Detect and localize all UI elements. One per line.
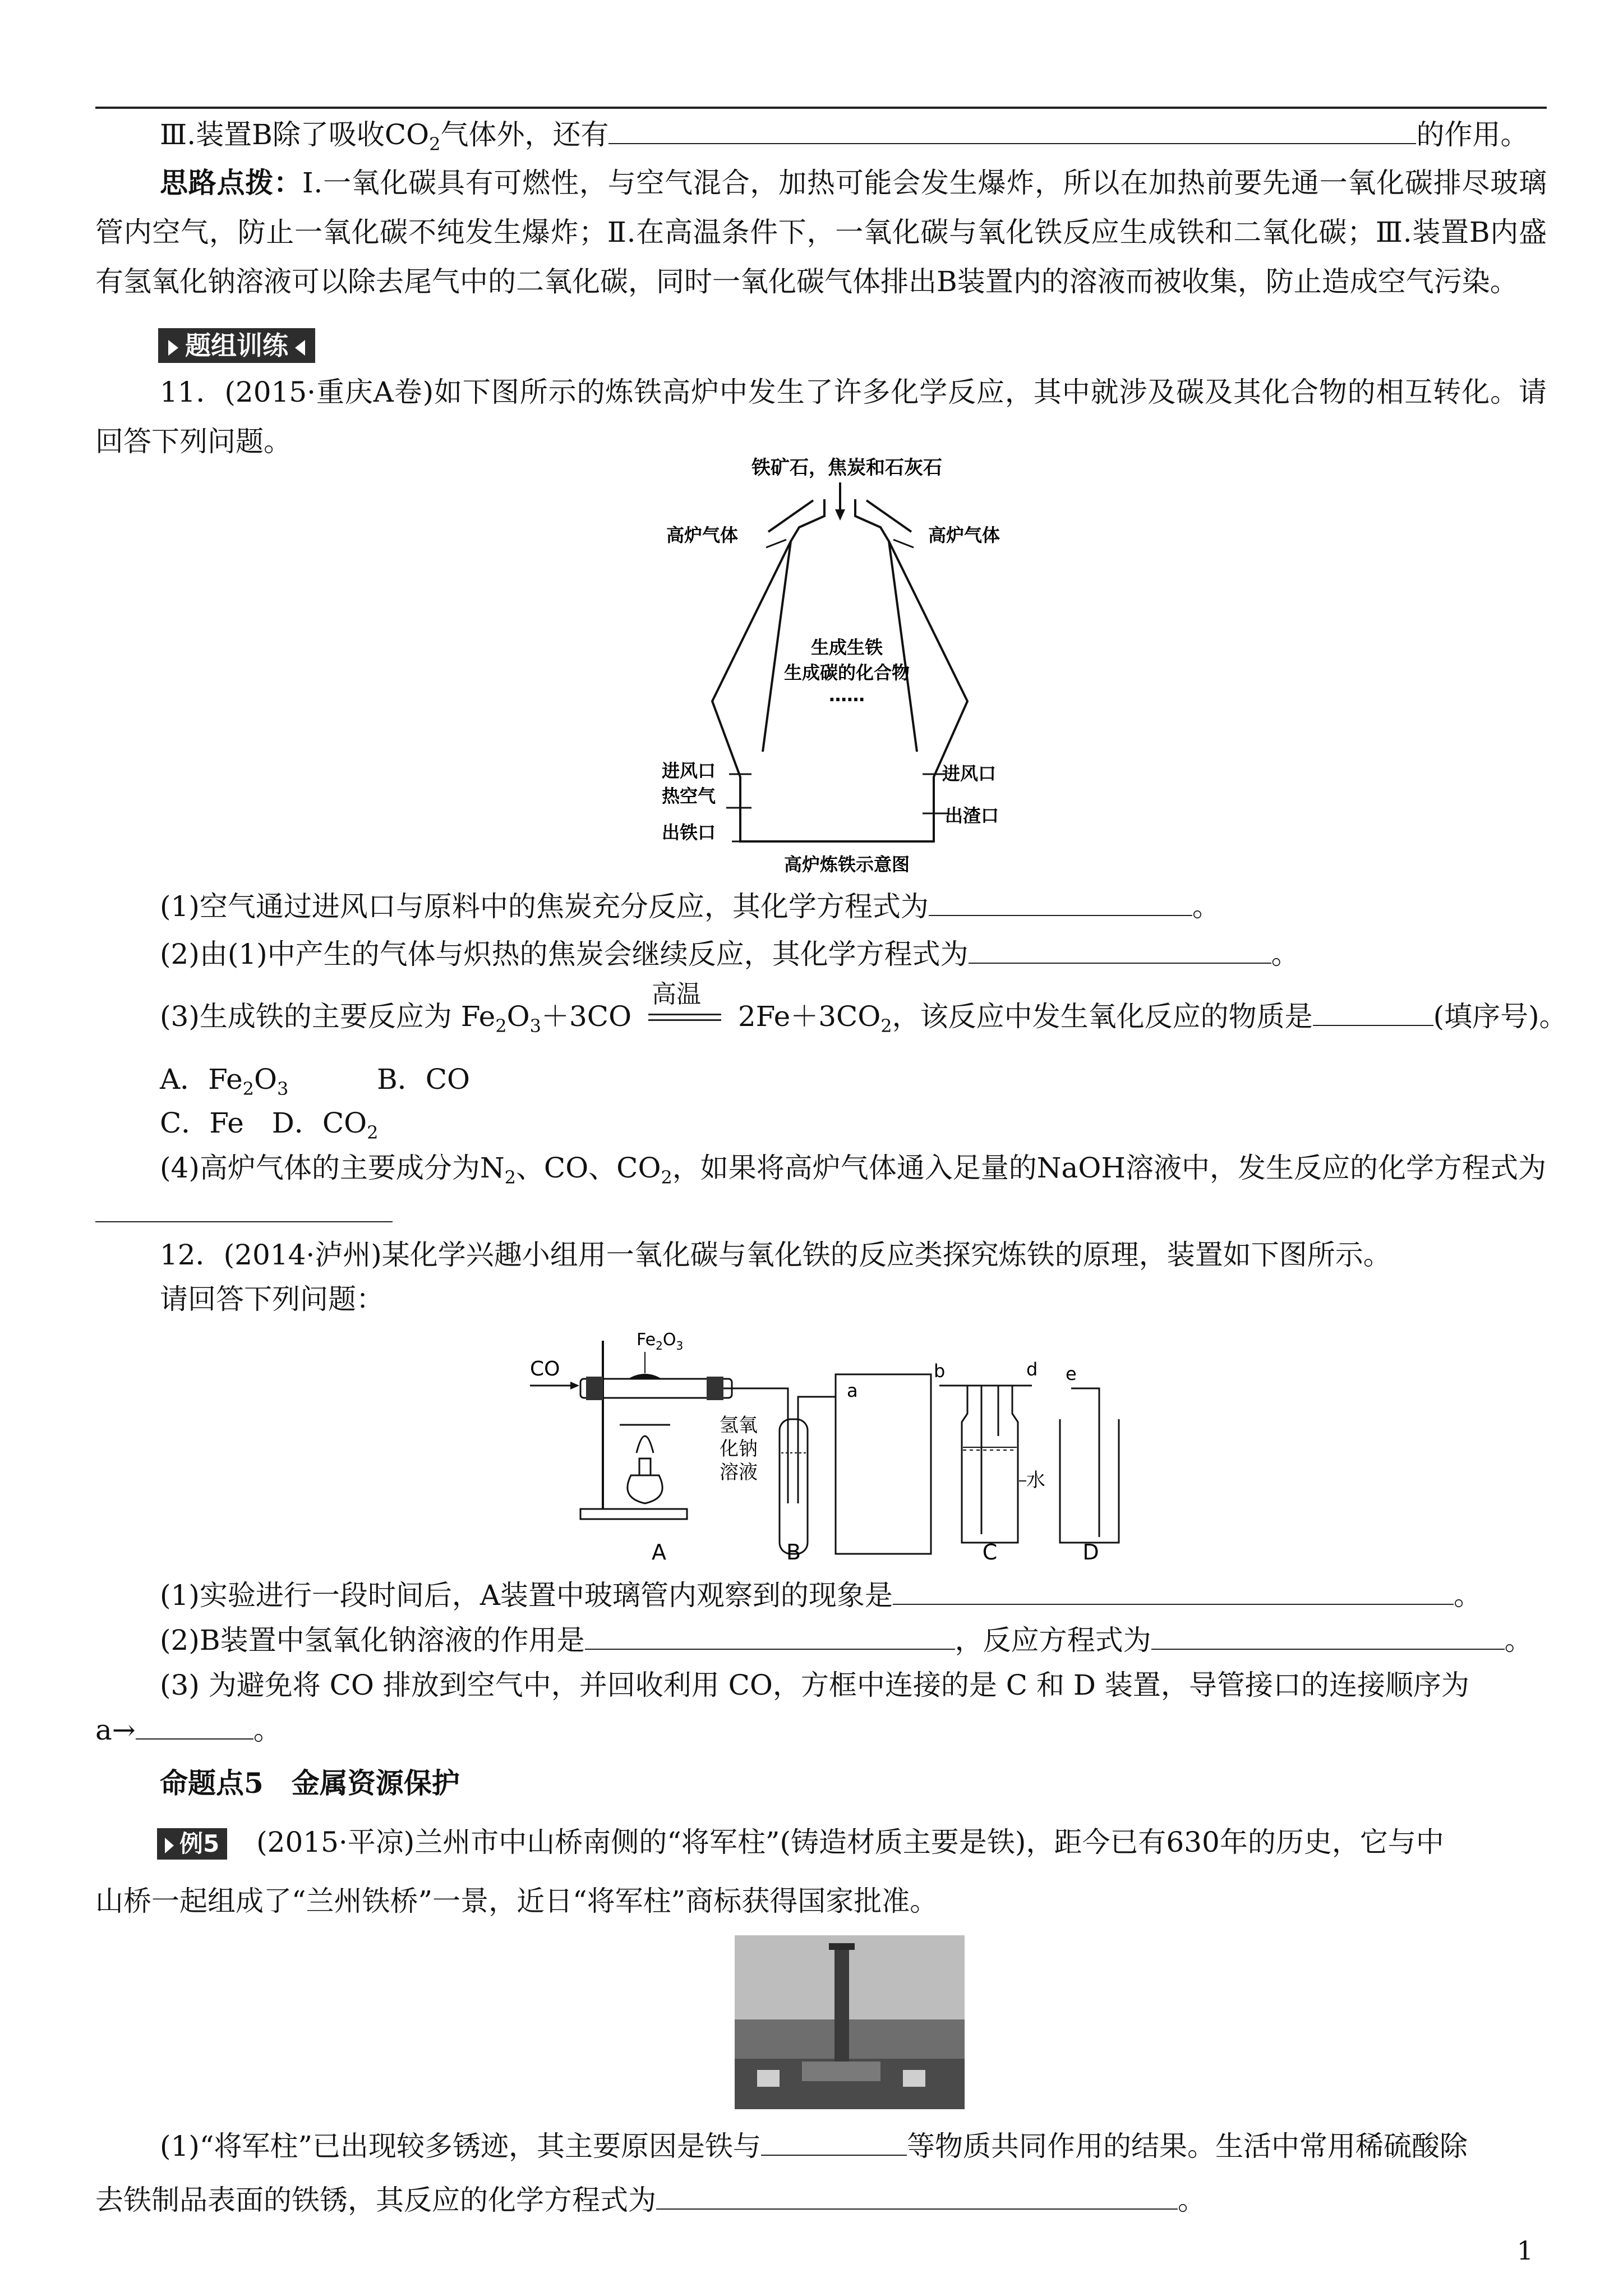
- answer-blank[interactable]: [761, 2130, 907, 2156]
- label-inlet-left: 进风口: [662, 760, 716, 781]
- label-fe2o3: $Fe_2O_3$: [637, 1330, 684, 1352]
- play-icon: [165, 1838, 174, 1853]
- label-center3: ……: [829, 684, 865, 706]
- answer-blank[interactable]: [608, 118, 1416, 144]
- label-naoh3: 溶液: [720, 1461, 758, 1484]
- q12-part3: (3) 为避免将 CO 排放到空气中，并回收利用 CO，方框中连接的是 C 和 D 装置，导管接口的连接顺序为: [160, 1669, 1469, 1701]
- label-C: C: [982, 1540, 998, 1565]
- play-icon: [168, 340, 178, 356]
- q11-opt-a: A．$Fe_2O_3$: [160, 1063, 289, 1099]
- ex5-line2: 山桥一起组成了“兰州铁桥”一景，近日“将军柱”商标获得国家批准。: [95, 1885, 938, 1917]
- label-a: a: [847, 1380, 858, 1401]
- section-tag: 题组训练: [158, 325, 315, 365]
- q-prev-line3: Ⅲ.装置B除了吸收$CO_2$气体外，还有 的作用。: [160, 118, 1529, 155]
- label-d: d: [1026, 1359, 1038, 1380]
- ex5-q1: (1)“将军柱”已出现较多锈迹，其主要原因是铁与 等物质共同作用的结果。生活中常用稀硫酸除: [160, 2130, 1468, 2162]
- label-top: 铁矿石，焦炭和石灰石: [751, 457, 942, 479]
- q11-part3: (3)生成铁的主要反应为 $Fe_2O_3+3CO$ 高温 $2Fe+3CO_2$，该反应中发生氧化反应的物质是 (填序号)。: [160, 980, 1567, 1037]
- apparatus-diagram: [524, 1324, 1158, 1571]
- pillar-photo: [735, 1935, 965, 2109]
- label-inlet-right: 进风口: [942, 763, 997, 784]
- label-A: A: [652, 1540, 666, 1565]
- label-naoh1: 氢氧: [720, 1414, 758, 1437]
- q11-part2: (2)由(1)中产生的气体与炽热的焦炭会继续反应，其化学方程式为 。: [160, 938, 1299, 970]
- label-slag-out: 出渣口: [945, 805, 999, 826]
- q12-stem1: 12．(2014·泸州)某化学兴趣小组用一氧化碳与氧化铁的反应类探究炼铁的原理，装置如下图所示。: [160, 1239, 1391, 1271]
- ex5-line1: 例5 (2015·平凉)兰州市中山桥南侧的“将军柱”(铸造材质主要是铁)，距今已有630年的历史，它与中: [157, 1818, 1444, 1867]
- answer-blank[interactable]: [585, 1624, 955, 1650]
- answer-blank[interactable]: [929, 890, 1192, 916]
- q12-part1: (1)实验进行一段时间后，A装置中玻璃管内观察到的现象是 。: [160, 1579, 1482, 1612]
- answer-blank[interactable]: [95, 1197, 393, 1222]
- label-co: CO: [530, 1358, 560, 1381]
- label-B: B: [786, 1540, 801, 1565]
- label-D: D: [1082, 1540, 1099, 1565]
- label-center1: 生成生铁: [810, 637, 883, 658]
- ex5-q1-cont: 去铁制品表面的铁锈，其反应的化学方程式为 。: [95, 2184, 1206, 2216]
- label-water: 水: [1026, 1469, 1045, 1492]
- q11-part1: (1)空气通过进风口与原料中的焦炭充分反应，其化学方程式为 。: [160, 890, 1220, 923]
- q12-part2: (2)B装置中氢氧化钠溶液的作用是 ，反应方程式为 。: [160, 1624, 1533, 1657]
- answer-blank[interactable]: [1313, 1000, 1433, 1026]
- hint-paragraph: 思路点拨：Ⅰ.一氧化碳具有可燃性，与空气混合，加热可能会发生爆炸，所以在加热前要先通一氧化碳排尽玻璃管内空气，防止一氧化碳不纯发生爆炸；Ⅱ.在高温条件下，一氧化碳与氧化铁反应生成铁和二氧化碳；Ⅲ.装置B内盛有氢氧化钠溶液可以除去尾气中的二氧化碳，同时一氧化碳气体排出B装置内的溶液而被收集，防止造成空气污染。: [95, 166, 1547, 298]
- blast-furnace-diagram: [662, 449, 1032, 881]
- label-naoh2: 化钠: [720, 1438, 758, 1460]
- q11-part4: (4)高炉气体的主要成分为$N_2$、CO、$CO_2$，如果将高炉气体通入足量的NaOH溶液中，发生反应的化学方程式为: [160, 1152, 1546, 1188]
- q12-stem2: 请回答下列问题：: [160, 1283, 384, 1315]
- back-icon: [295, 340, 305, 356]
- point5-heading: 命题点5 金属资源保护: [160, 1766, 460, 1800]
- label-e: e: [1066, 1363, 1077, 1384]
- empty-box: [836, 1374, 931, 1554]
- answer-blank[interactable]: [969, 938, 1271, 964]
- answer-blank[interactable]: [656, 2184, 1178, 2210]
- answer-blank[interactable]: [136, 1714, 253, 1740]
- diagram-caption: 高炉炼铁示意图: [783, 854, 910, 875]
- top-rule: [95, 107, 1547, 109]
- q11-opt-b: B．CO: [377, 1063, 470, 1096]
- label-gas-left: 高炉气体: [666, 524, 739, 546]
- answer-blank[interactable]: [1151, 1624, 1505, 1650]
- label-iron-out: 出铁口: [662, 822, 716, 843]
- label-center2: 生成碳的化合物: [783, 662, 910, 683]
- label-hot-air: 热空气: [662, 785, 716, 807]
- page-number: 1: [1516, 2235, 1533, 2266]
- q12-part3-cont: a→ 。: [95, 1714, 282, 1746]
- label-b: b: [934, 1360, 946, 1382]
- answer-blank[interactable]: [893, 1579, 1454, 1605]
- q11-opt-cd: C．Fe D．$CO_2$: [160, 1107, 379, 1143]
- q11-stem: 11．(2015·重庆A卷)如下图所示的炼铁高炉中发生了许多化学反应，其中就涉及碳及其化合物的相互转化。请回答下列问题。: [95, 376, 1547, 458]
- label-gas-right: 高炉气体: [928, 524, 1000, 546]
